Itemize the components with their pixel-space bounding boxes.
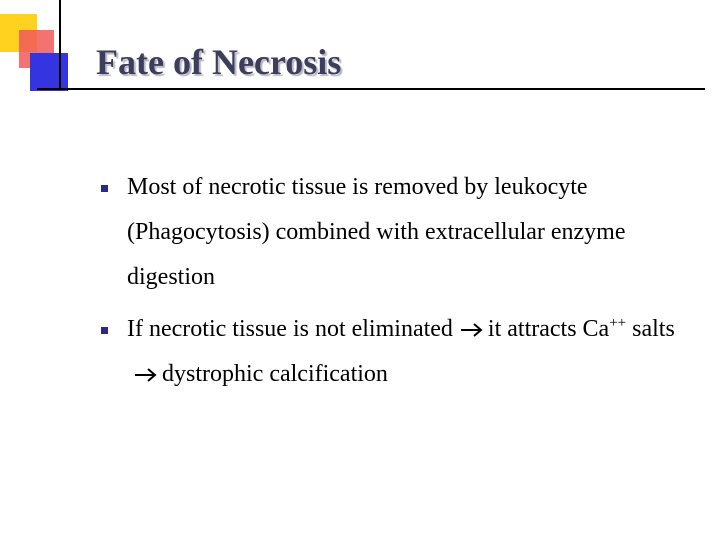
square-bullet-icon [101,327,108,334]
bullet-list [101,165,701,404]
bullet-text-part: salts [632,316,675,342]
superscript: ++ [609,315,627,331]
right-arrow-icon [459,322,485,338]
square-bullet-icon [101,185,108,192]
right-arrow-icon [133,367,159,383]
bullet-text-part: If necrotic tissue is not eliminated [127,316,453,342]
bullet-item [101,307,701,397]
bullet-text-part: it attracts Ca [487,316,610,342]
title-underline [37,88,705,90]
decor-square-blue [30,53,68,91]
bullet-item [101,165,701,300]
decor-vertical-line [59,0,61,88]
slide-title: Fate of Necrosis [96,42,342,82]
bullet-text-part: dystrophic calcification [162,361,388,387]
bullet-text: Most of necrotic tissue is removed by leukocyte (Phagocytosis) combined with extracellular enzyme digestion [127,174,626,290]
